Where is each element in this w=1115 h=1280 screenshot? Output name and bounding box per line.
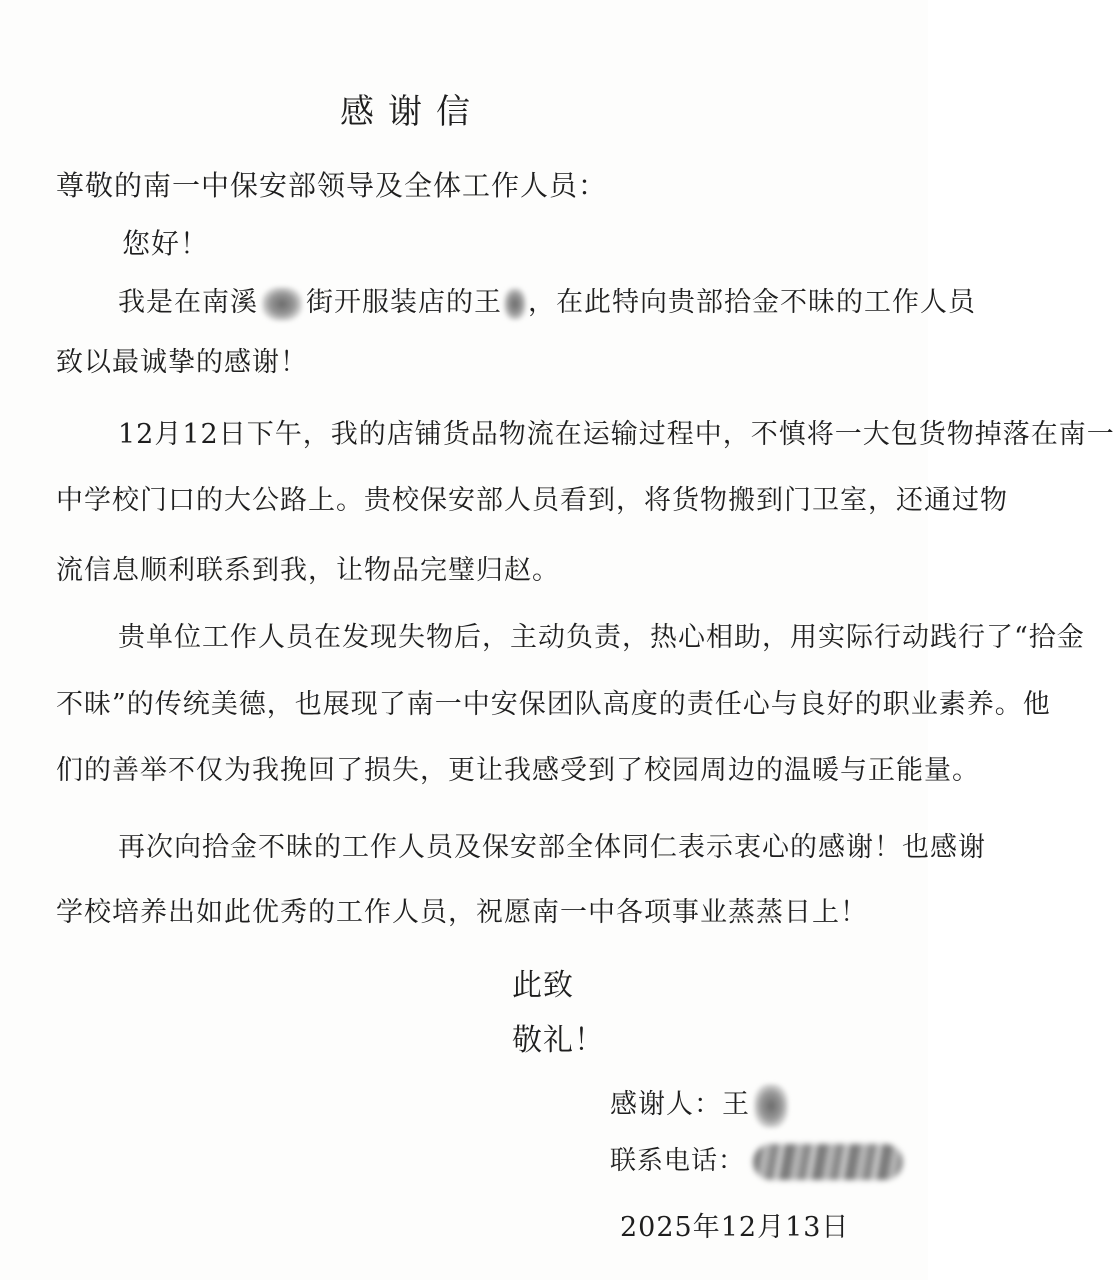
redacted-writer-name — [504, 288, 526, 320]
letter-salutation: 尊敬的南一中保安部领导及全体工作人员： — [56, 169, 608, 202]
paragraph1-line2: 致以最诚挚的感谢！ — [56, 347, 308, 378]
paragraph3-line2: 不昧”的传统美德，也展现了南一中安保团队高度的责任心与良好的职业素养。他 — [56, 689, 1051, 720]
closing-line2: 敬礼！ — [512, 1023, 605, 1058]
paragraph3-line1: 贵单位工作人员在发现失物后，主动负责，热心相助，用实际行动践行了“拾金 — [118, 622, 1085, 653]
paragraph3-line3: 们的善举不仅为我挽回了损失，更让我感受到了校园周边的温暖与正能量。 — [56, 755, 980, 786]
letter-title: 感谢信 — [340, 92, 484, 132]
paragraph4-line1: 再次向拾金不昧的工作人员及保安部全体同仁表示衷心的感谢！也感谢 — [118, 832, 986, 863]
phone-label: 联系电话： — [610, 1146, 746, 1176]
thanker-label: 感谢人： — [610, 1089, 722, 1120]
redacted-phone-number — [753, 1144, 903, 1180]
paragraph2-line1: 12月12日下午，我的店铺货品物流在运输过程中，不慎将一大包货物掉落在南一 — [118, 419, 1115, 450]
letter-date: 2025年12月13日 — [620, 1212, 850, 1243]
paragraph1-text-part2: 街开服装店的王 — [306, 287, 502, 318]
paragraph1-line1 — [118, 280, 976, 321]
letter-greeting: 您好！ — [122, 227, 210, 260]
paragraph1-text-part3: ，在此特向贵部拾金不昧的工作人员 — [528, 287, 976, 318]
paragraph2-line3: 流信息顺利联系到我，让物品完璧归赵。 — [56, 555, 560, 586]
thanker-name: 王 — [722, 1089, 750, 1120]
paragraph2-line2: 中学校门口的大公路上。贵校保安部人员看到，将货物搬到门卫室，还通过物 — [56, 485, 1008, 516]
paragraph1-text-part1: 我是在南溪 — [118, 287, 258, 318]
paragraph4-line2: 学校培养出如此优秀的工作人员，祝愿南一中各项事业蒸蒸日上！ — [56, 897, 868, 928]
redacted-signature — [754, 1084, 788, 1128]
redacted-street-name — [262, 287, 302, 321]
signature-thanker — [610, 1082, 788, 1128]
signature-phone — [610, 1140, 903, 1180]
closing-line1: 此致 — [512, 968, 574, 1003]
